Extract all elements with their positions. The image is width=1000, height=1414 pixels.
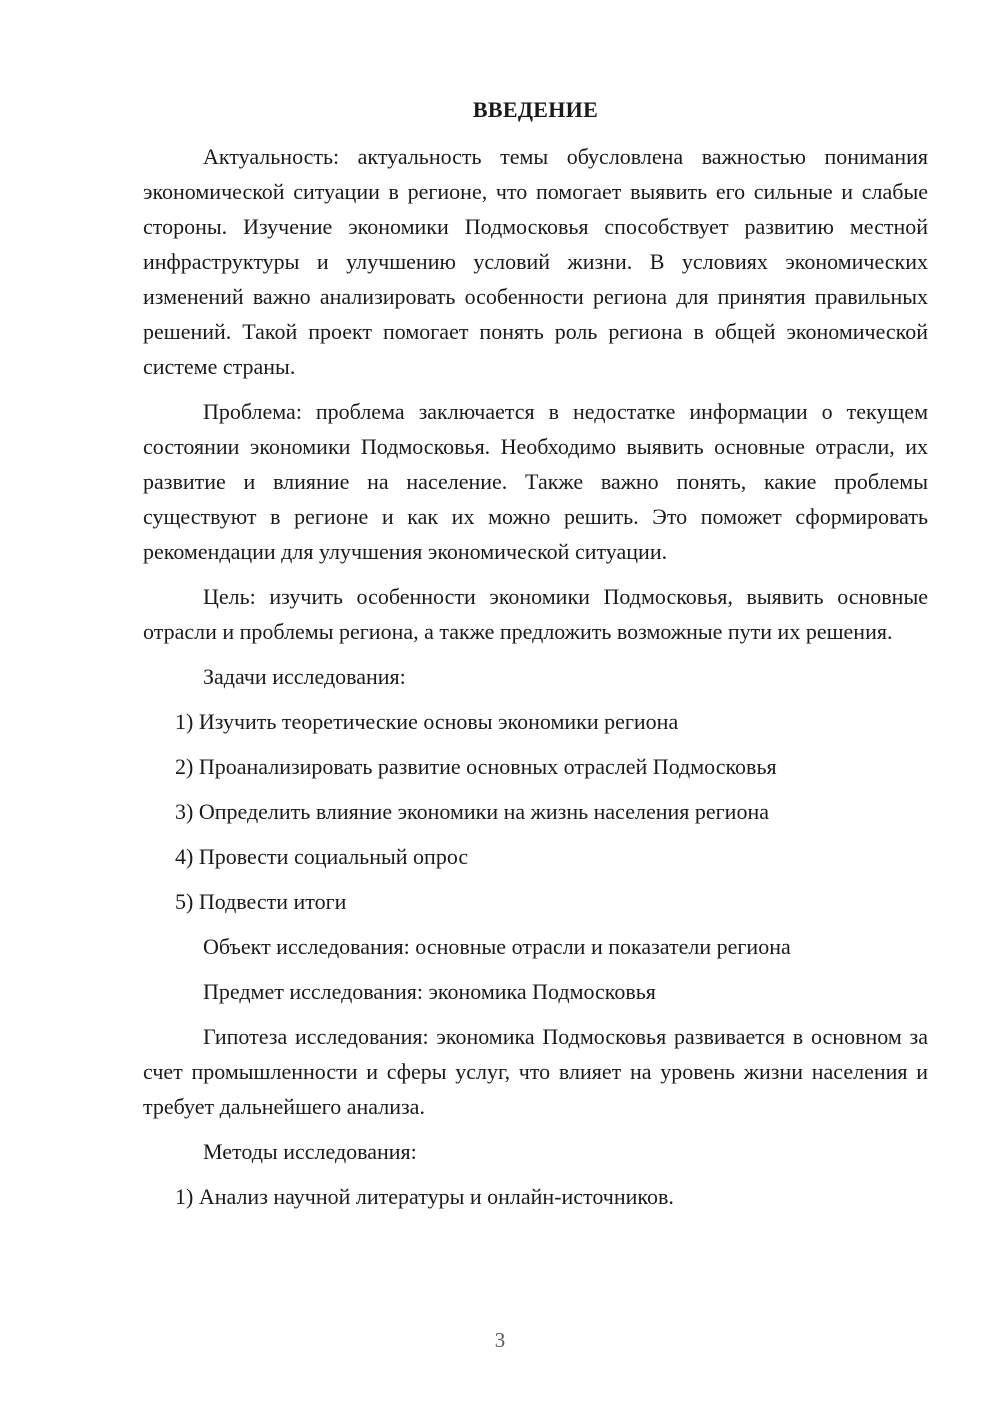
goal-paragraph: Цель: изучить особенности экономики Подмосковья, выявить основные отрасли и проблемы региона, а также предложить возможные пути их решения. [143,584,928,644]
list-item: 3) Определить влияние экономики на жизнь населения региона [175,799,769,824]
subject-paragraph: Предмет исследования: экономика Подмосковья [203,979,656,1004]
list-item: 1) Изучить теоретические основы экономики региона [175,709,679,734]
object-paragraph: Объект исследования: основные отрасли и показатели региона [203,934,791,959]
list-item: 5) Подвести итоги [175,889,347,914]
tasks-title: Задачи исследования: [203,664,406,689]
list-item: 2) Проанализировать развитие основных отраслей Подмосковья [175,754,777,779]
list-item: 1) Анализ научной литературы и онлайн-источников. [175,1184,674,1209]
methods-list [143,1179,928,1214]
tasks-list [143,704,928,919]
hypothesis-paragraph: Гипотеза исследования: экономика Подмосковья развивается в основном за счет промышленности и сферы услуг, что влияет на уровень жизни населения и требует дальнейшего анализа. [143,1024,928,1119]
page-number: 3 [494,1328,506,1352]
list-item: 4) Провести социальный опрос [175,844,469,869]
problem-paragraph: Проблема: проблема заключается в недостатке информации о текущем состоянии экономики Подмосковья. Необходимо выявить основные отрасли, их развитие и влияние на население. Также важно понять, какие проблемы существуют в регионе и как их можно решить. Это поможет сформировать рекомендации для улучшения экономической ситуации. [143,399,928,564]
section-heading: ВВЕДЕНИЕ [472,97,599,122]
methods-title: Методы исследования: [203,1139,417,1164]
document-page [143,94,928,1224]
relevance-paragraph: Актуальность: актуальность темы обусловлена важностью понимания экономической ситуации в регионе, что помогает выявить его сильные и слабые стороны. Изучение экономики Подмосковья способствует развитию местной инфраструктуры и улучшению условий жизни. В условиях экономических изменений важно анализировать особенности региона для принятия правильных решений. Такой проект помогает понять роль региона в общей экономической системе страны. [143,144,928,379]
